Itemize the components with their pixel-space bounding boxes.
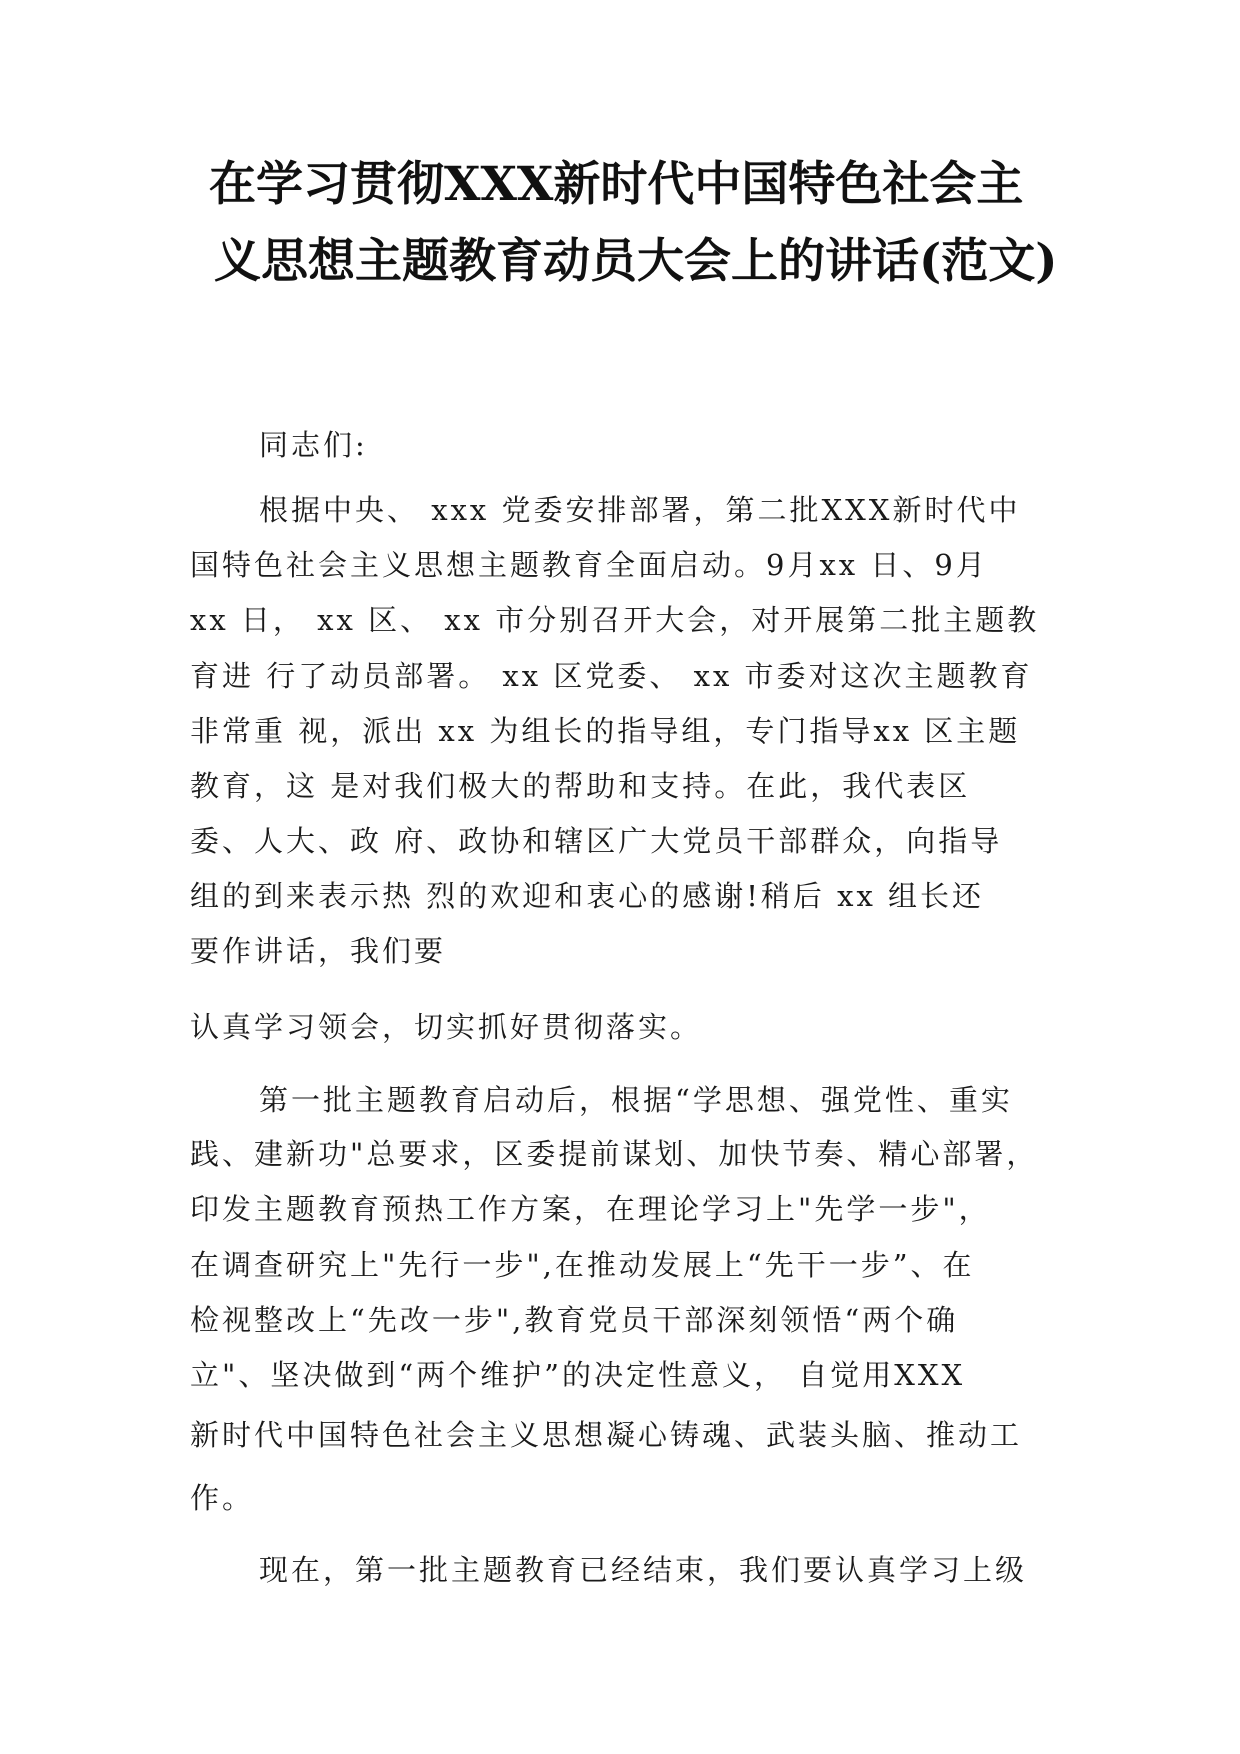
body-line: 认真学习领会，切实抓好贯彻落实。: [190, 1010, 703, 1044]
body-line: xx 日， xx 区、 xx 市分别召开大会，对开展第二批主题教: [190, 603, 1040, 637]
document-title-line-2: 义思想主题教育动员大会上的讲话(范文): [214, 234, 1058, 289]
body-line: 国特色社会主义思想主题教育全面启动。9月xx 日、9月: [190, 548, 988, 582]
body-line: 作。: [190, 1481, 255, 1515]
body-line: 根据中央、 xxx 党委安排部署，第二批XXX新时代中: [259, 493, 1021, 527]
body-line: 第一批主题教育启动后，根据“学思想、强党性、重实: [259, 1083, 1013, 1117]
body-line: 组的到来表示热 烈的欢迎和衷心的感谢!稍后 xx 组长还: [190, 879, 985, 913]
document-title-line-1: 在学习贯彻XXX新时代中国特色社会主: [209, 157, 1024, 212]
body-line: 教育，这 是对我们极大的帮助和支持。在此，我代表区: [190, 769, 971, 803]
body-line: 育进 行了动员部署。 xx 区党委、 xx 市委对这次主题教育: [190, 659, 1033, 693]
salutation: 同志们:: [259, 428, 368, 462]
body-line: 践、建新功"总要求，区委提前谋划、加快节奏、精心部署，: [190, 1137, 1039, 1171]
body-line: 要作讲话，我们要: [190, 934, 447, 968]
body-line: 印发主题教育预热工作方案，在理论学习上"先学一步"，: [190, 1192, 991, 1226]
body-line: 委、人大、政 府、政协和辖区广大党员干部群众，向指导: [190, 824, 1003, 858]
body-line: 检视整改上“先改一步",教育党员干部深刻领悟“两个确: [190, 1303, 959, 1337]
body-line: 现在，第一批主题教育已经结束，我们要认真学习上级: [259, 1553, 1028, 1587]
body-line: 新时代中国特色社会主义思想凝心铸魂、武装头脑、推动工: [190, 1418, 1023, 1452]
body-line: 非常重 视，派出 xx 为组长的指导组，专门指导xx 区主题: [190, 714, 1021, 748]
body-line: 在调查研究上"先行一步",在推动发展上“先干一步”、在: [190, 1248, 975, 1282]
body-line: 立"、坚决做到“两个维护”的决定性意义， 自觉用XXX: [190, 1358, 966, 1392]
